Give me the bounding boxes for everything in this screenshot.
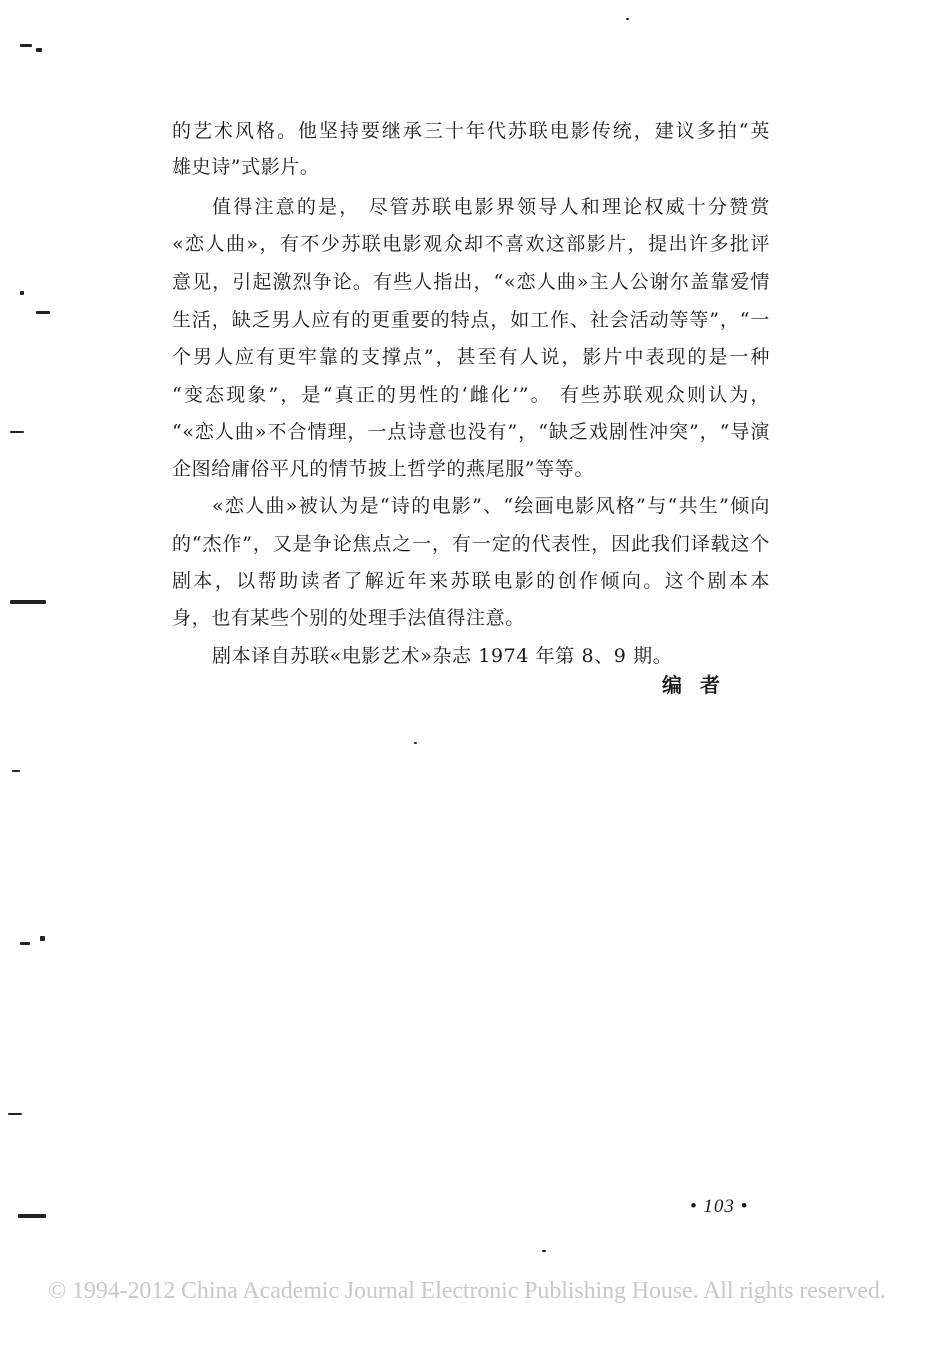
body-line-12: 的“杰作”，又是争论焦点之一，有一定的代表性，因此我们译载这个 xyxy=(172,533,770,555)
scan-speck xyxy=(20,942,30,945)
body-line-4: «恋人曲»，有不少苏联电影观众却不喜欢这部影片，提出许多批评 xyxy=(172,233,770,255)
scan-speck xyxy=(542,1250,546,1252)
scan-speck xyxy=(40,936,45,941)
body-line-15: 剧本译自苏联«电影艺术»杂志 1974 年第 8、9 期。 xyxy=(212,645,673,667)
scan-speck xyxy=(414,742,417,744)
body-line-8: “变态现象”，是“真正的男性的‘雌化’”。 有些苏联观众则认为， xyxy=(172,384,770,406)
scan-speck xyxy=(10,600,46,604)
scan-speck xyxy=(626,18,629,20)
scan-speck xyxy=(10,431,24,433)
copyright-footer: © 1994-2012 China Academic Journal Electronic Publishing House. All rights reserved. xyxy=(48,1278,886,1304)
scan-speck xyxy=(12,770,20,772)
body-line-5: 意见，引起激烈争论。有些人指出，“«恋人曲»主人公谢尔盖靠爱情 xyxy=(172,271,770,293)
body-line-2: 雄史诗”式影片。 xyxy=(172,156,320,178)
body-line-7: 个男人应有更牢靠的支撑点”，甚至有人说，影片中表现的是一种 xyxy=(172,346,770,368)
editor-signature: 编者 xyxy=(662,673,738,697)
body-line-10: 企图给庸俗平凡的情节披上哲学的燕尾服”等等。 xyxy=(172,458,594,480)
scan-speck xyxy=(36,311,50,314)
body-line-6: 生活，缺乏男人应有的更重要的特点，如工作、社会活动等等”，“一 xyxy=(172,309,770,331)
page-number: • 103 • xyxy=(690,1196,749,1217)
scan-speck xyxy=(20,291,24,295)
scan-speck xyxy=(18,1214,46,1218)
body-line-13: 剧本，以帮助读者了解近年来苏联电影的创作倾向。这个剧本本 xyxy=(172,570,770,592)
body-line-1: 的艺术风格。他坚持要继承三十年代苏联电影传统，建议多拍“英 xyxy=(172,120,770,142)
scan-speck xyxy=(20,44,32,47)
body-line-14: 身，也有某些个别的处理手法值得注意。 xyxy=(172,607,525,629)
scan-speck xyxy=(36,48,42,52)
body-line-9: “«恋人曲»不合情理，一点诗意也没有”，“缺乏戏剧性冲突”，“导演 xyxy=(172,421,770,443)
scan-speck xyxy=(8,1113,22,1115)
body-line-11: «恋人曲»被认为是“诗的电影”、“绘画电影风格”与“共生”倾向 xyxy=(212,495,770,517)
body-line-3: 值得注意的是， 尽管苏联电影界领导人和理论权威十分赞赏 xyxy=(212,196,770,218)
